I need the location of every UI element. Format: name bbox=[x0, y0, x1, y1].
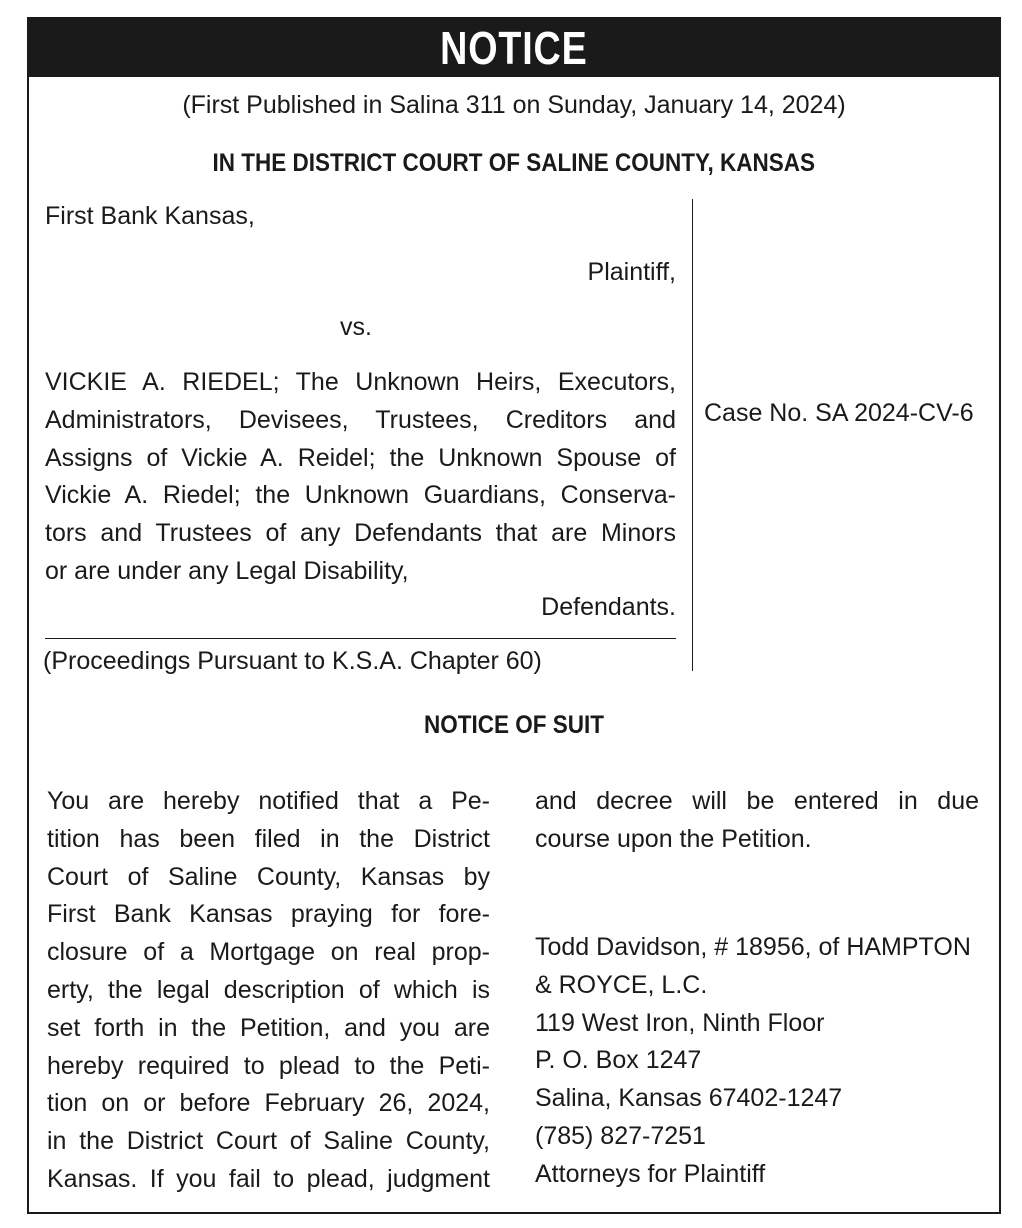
attorney-firm: & ROYCE, L.C. bbox=[535, 970, 708, 999]
attorney-po-box: P. O. Box 1247 bbox=[535, 1046, 702, 1075]
body-line: tition has been filed in the District bbox=[47, 824, 490, 853]
notice-frame bbox=[27, 17, 1001, 1214]
defendants-line: or are under any Legal Disability, bbox=[45, 556, 409, 585]
body-line: You are hereby notified that a Pe- bbox=[47, 787, 490, 815]
attorney-address: 119 West Iron, Ninth Floor bbox=[535, 1008, 825, 1037]
attorney-city: Salina, Kansas 67402-1247 bbox=[535, 1084, 843, 1113]
notice-of-suit-text: NOTICE OF SUIT bbox=[424, 711, 604, 739]
defendants-line: Vickie A. Riedel; the Unknown Guardians, Conserva- bbox=[45, 481, 676, 510]
body-line: course upon the Petition. bbox=[535, 824, 812, 853]
proceedings-line: (Proceedings Pursuant to K.S.A. Chapter 60) bbox=[43, 647, 542, 675]
body-line: set forth in the Petition, and you are bbox=[47, 1013, 490, 1042]
defendants-line: Administrators, Devisees, Trustees, Creditors and bbox=[45, 405, 676, 434]
caption-divider-vertical bbox=[692, 199, 693, 671]
defendants-block bbox=[45, 364, 676, 591]
defendants-label: Defendants. bbox=[541, 593, 676, 621]
body-line: erty, the legal description of which is bbox=[47, 975, 490, 1004]
notice-heading: NOTICE bbox=[440, 22, 588, 74]
publication-line: (First Published in Salina 311 on Sunday, January 14, 2024) bbox=[182, 91, 846, 119]
plaintiff-label: Plaintiff, bbox=[587, 258, 676, 286]
defendants-line: VICKIE A. RIEDEL; The Unknown Heirs, Executors, bbox=[45, 368, 676, 396]
attorney-role: Attorneys for Plaintiff bbox=[535, 1159, 766, 1188]
plaintiff-name: First Bank Kansas, bbox=[45, 202, 255, 230]
court-heading-text: IN THE DISTRICT COURT OF SALINE COUNTY, KANSAS bbox=[212, 149, 816, 177]
body-right-column bbox=[535, 783, 979, 859]
court-heading bbox=[29, 149, 999, 178]
body-line: closure of a Mortgage on real prop- bbox=[47, 938, 490, 967]
defendants-line: Assigns of Vickie A. Reidel; the Unknown Spouse of bbox=[45, 443, 676, 472]
versus-label: vs. bbox=[340, 313, 372, 341]
case-number: Case No. SA 2024-CV-6 bbox=[704, 399, 974, 427]
notice-banner bbox=[29, 19, 999, 77]
body-line: in the District Court of Saline County, bbox=[47, 1127, 490, 1156]
body-left-column bbox=[47, 783, 490, 1199]
defendants-line: tors and Trustees of any Defendants that are Minors bbox=[45, 519, 676, 548]
body-line: First Bank Kansas praying for fore- bbox=[47, 900, 490, 929]
body-line: Court of Saline County, Kansas by bbox=[47, 862, 490, 891]
notice-of-suit-title bbox=[29, 711, 999, 740]
body-line: hereby required to plead to the Peti- bbox=[47, 1051, 490, 1080]
attorney-block bbox=[535, 929, 985, 1194]
body-line: and decree will be entered in due bbox=[535, 787, 979, 815]
body-line: Kansas. If you fail to plead, judgment bbox=[47, 1164, 490, 1193]
body-line: tion on or before February 26, 2024, bbox=[47, 1089, 490, 1118]
attorney-phone: (785) 827-7251 bbox=[535, 1121, 706, 1150]
attorney-name: Todd Davidson, # 18956, of HAMPTON bbox=[535, 933, 971, 961]
caption-divider-horizontal bbox=[45, 638, 676, 639]
